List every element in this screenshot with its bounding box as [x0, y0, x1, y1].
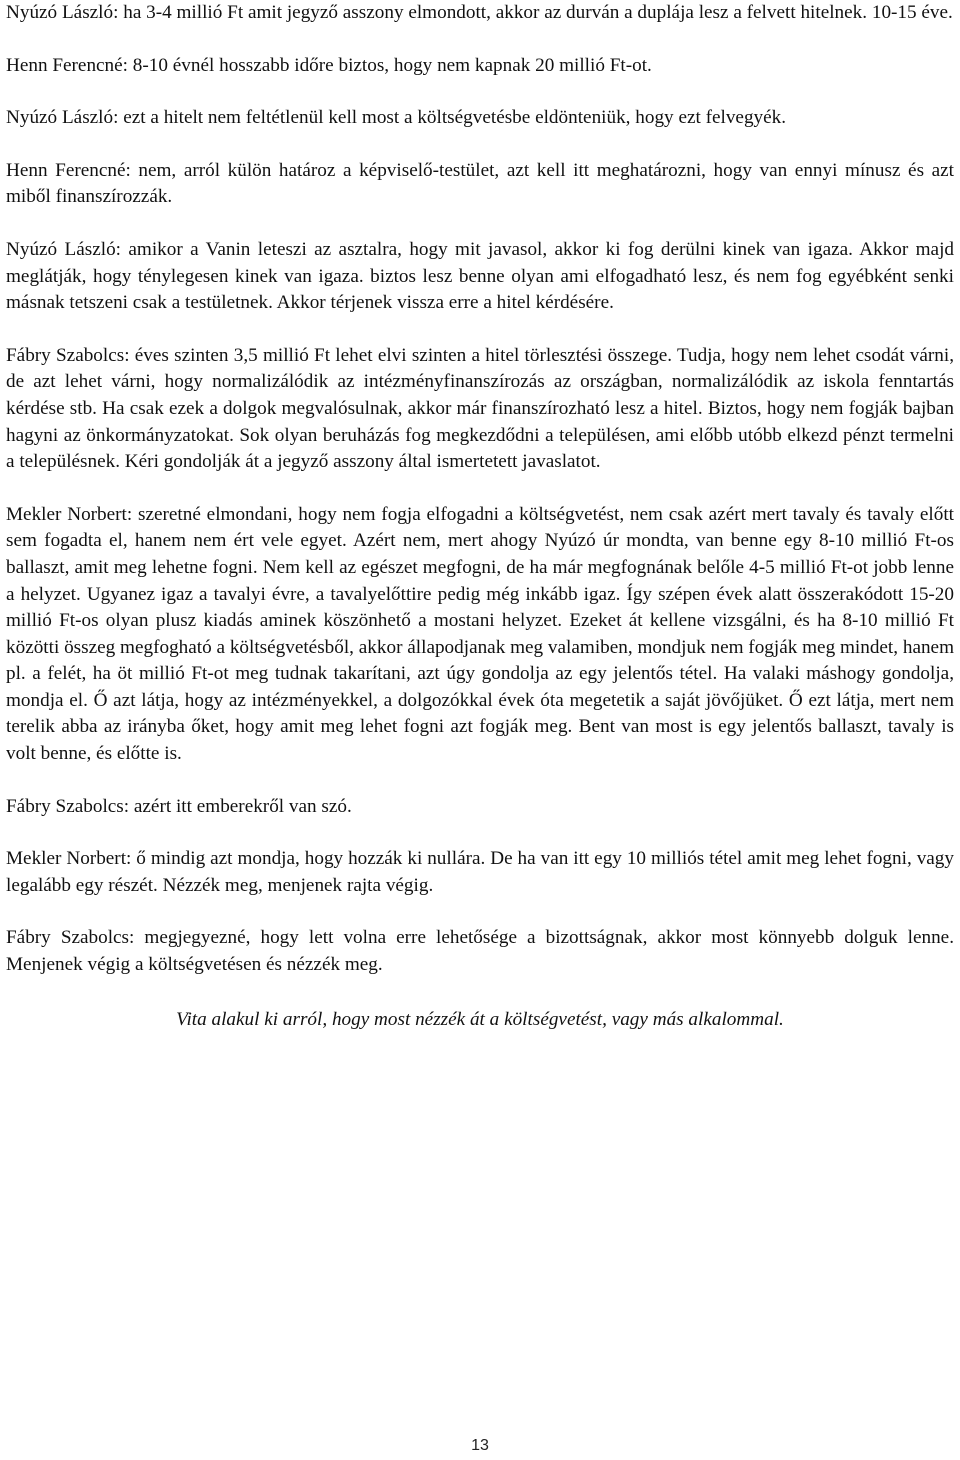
paragraph-henn-2: Henn Ferencné: nem, arról külön határoz a képviselő-testület, azt kell itt meghatározni, hogy van ennyi mínusz és azt miből finanszírozzák.	[6, 159, 954, 208]
page-number: 13	[471, 1437, 489, 1454]
paragraph-nyuzo-3: Nyúzó László: amikor a Vanin leteszi az asztalra, hogy mit javasol, akkor ki fog derülni kinek van igaza. Akkor majd meglátják, hogy ténylegesen kinek van igaza. biztos lesz benne olyan ami elfogadható lesz, és nem fog egyébként senki másnak tetszeni csak a testületnek. Akkor térjenek vissza erre a hitel kérdésére.	[6, 238, 954, 314]
document-page	[6, 0, 954, 1052]
paragraph-fabry-3: Fábry Szabolcs: megjegyezné, hogy lett volna erre lehetősége a bizottságnak, akkor most könnyebb dolguk lenne. Menjenek végig a költségvetésen és nézzék meg.	[6, 927, 954, 976]
paragraph-fabry-1: Fábry Szabolcs: éves szinten 3,5 millió Ft lehet elvi szinten a hitel törlesztési összege. Tudja, hogy nem lehet csodát várni, de azt lehet várni, hogy normalizálódik az intézményfinanszírozás az országban, normalizálódik az iskola fenntartás kérdése stb. Ha csak ezek a dolgok megvalósulnak, akkor már finanszírozható lesz a hitel. Biztos, hogy nem fogják bajban hagyni az önkormányzatokat. Sok olyan beruházás fog megkezdődni a településen, ami előbb utóbb elkezd pénzt termelni a településnek. Kéri gondolják át a jegyző asszony által ismertetett javaslatot.	[6, 344, 954, 473]
paragraph-nyuzo-1: Nyúzó László: ha 3-4 millió Ft amit jegyző asszony elmondott, akkor az durván a duplája lesz a felvett hitelnek. 10-15 éve.	[6, 2, 953, 23]
paragraph-henn-1: Henn Ferencné: 8-10 évnél hosszabb időre biztos, hogy nem kapnak 20 millió Ft-ot.	[6, 54, 652, 76]
paragraph-mekler-1: Mekler Norbert: szeretné elmondani, hogy nem fogja elfogadni a költségvetést, nem csak azért mert tavaly és tavaly előtt sem fogadta el, hanem nem ért vele egyet. Azért nem, mert ahogy Nyúzó úr mondta, van benne egy 8-10 millió Ft-os ballaszt, amit meg lehetne fogni. Nem kell az egészet megfogni, de ha már megfognának belőle 4-5 millió Ft-ot jobb lenne a helyzet. Ugyanez igaz a tavalyi évre, a tavalyelőttire pedig még inkább igaz. Így szépen évek alatt összerakódott 15-20 millió Ft-os olyan plusz kiadás aminek köszönhető a mostani helyzet. Ezeket át kellene vizsgálni, és ha 8-10 millió Ft közötti összeg megfogható a költségvetésből, akkor állapodjanak meg valamiben, mondjuk nem fogják meg mindet, hanem pl. a felét, ha öt millió Ft-ot meg tudnak takarítani, azt úgy gondolja az egy jelentős tétel. Ha valaki máshogy gondolja, mondja el. Ő azt látja, hogy az intézményekkel, a dolgozókkal évek óta megetetik a saját jövőjüket. Ő ezt látja, mert nem terelik abba az irányba őket, hogy amit meg lehet fogni azt fogják meg. Bent van most is egy jelentős ballaszt, tavaly is volt benne, és előtte is.	[6, 503, 954, 765]
paragraph-fabry-2: Fábry Szabolcs: azért itt emberekről van szó.	[6, 795, 352, 817]
closing-note: Vita alakul ki arról, hogy most nézzék át a költségvetést, vagy más alkalommal.	[176, 1008, 784, 1030]
paragraph-nyuzo-2: Nyúzó László: ezt a hitelt nem feltétlenül kell most a költségvetésbe eldönteniük, hogy ezt felvegyék.	[6, 107, 787, 129]
paragraph-mekler-2: Mekler Norbert: ő mindig azt mondja, hogy hozzák ki nullára. De ha van itt egy 10 milliós tétel amit meg lehet fogni, vagy legalább egy részét. Nézzék meg, menjenek rajta végig.	[6, 848, 954, 896]
